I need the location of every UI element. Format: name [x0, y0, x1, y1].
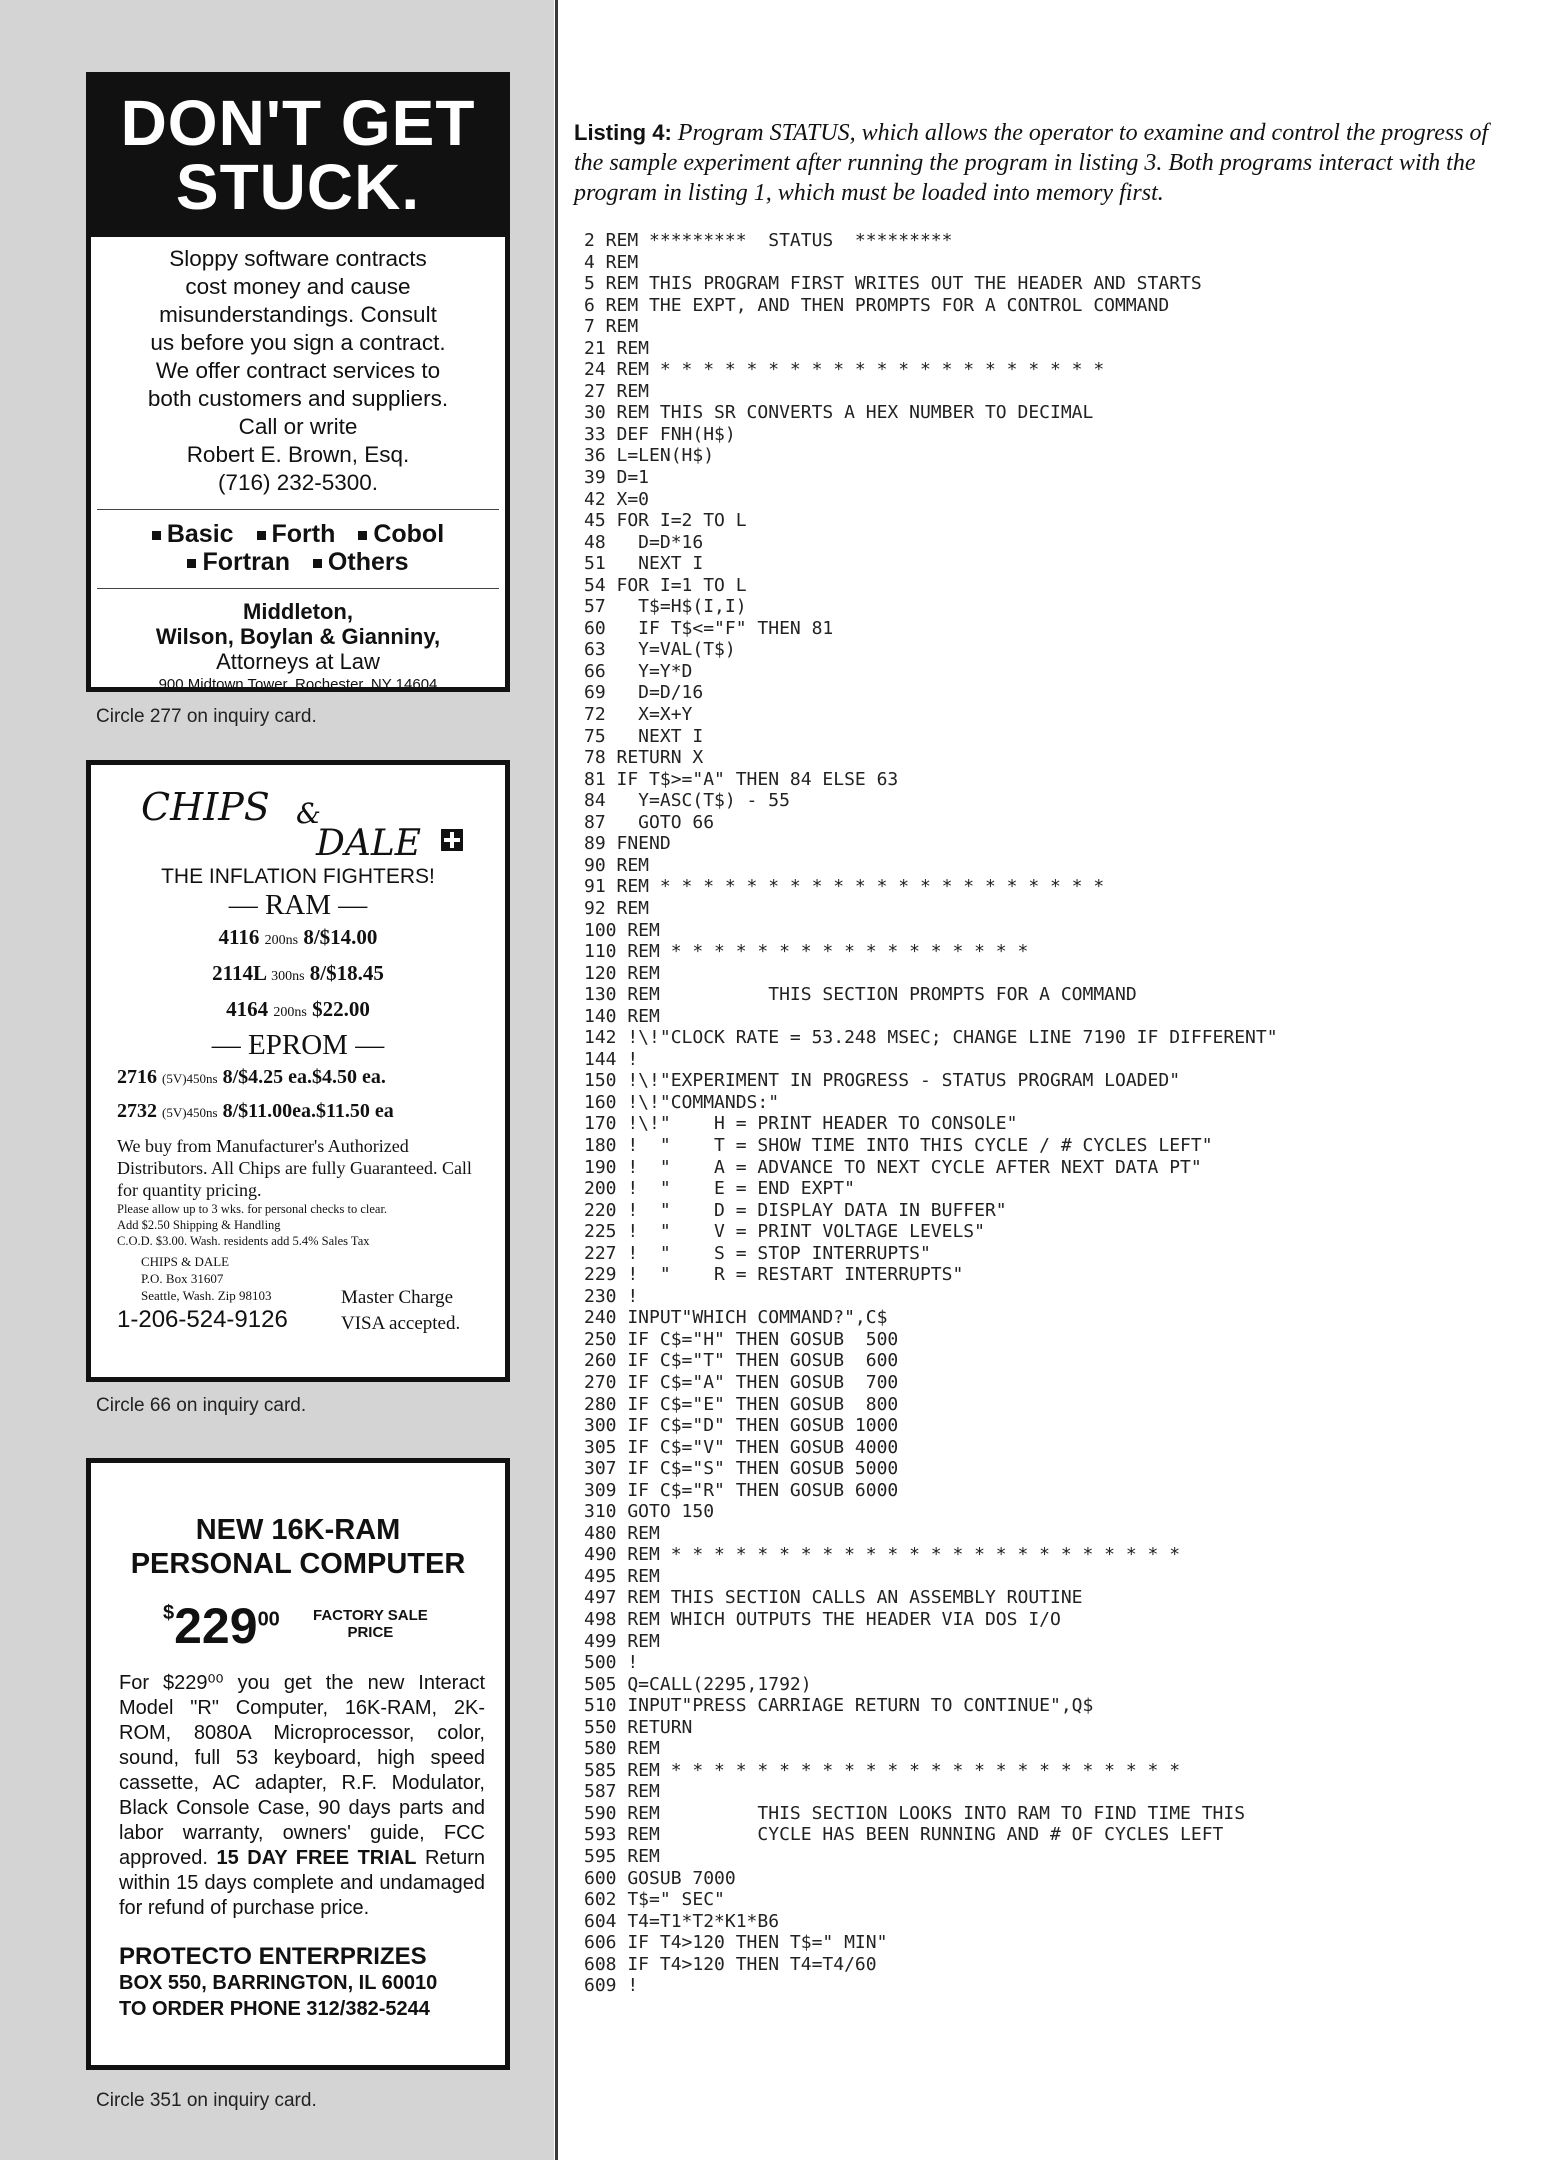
- code-line: 130 REM THIS SECTION PROMPTS FOR A COMMAND: [584, 984, 1137, 1006]
- column-divider: [555, 0, 558, 2160]
- code-line: 21 REM: [584, 337, 650, 359]
- ad1-body-line: both customers and suppliers.: [147, 386, 449, 411]
- price-value: [163, 1597, 280, 1655]
- code-line: 309 IF C$="R" THEN GOSUB 6000: [584, 1479, 899, 1501]
- language-item: Cobol: [373, 520, 445, 548]
- code-line: 42 X=0: [584, 488, 650, 510]
- ad-dont-get-stuck: [86, 72, 510, 692]
- code-line: 500 !: [584, 1652, 639, 1674]
- part-speed: 200ns: [273, 1005, 307, 1020]
- protecto-trial-text: Return within 15 days complete and undamaged for refund of purchase price.: [119, 1847, 485, 1919]
- code-line: 580 REM: [584, 1738, 660, 1760]
- payment-line: Master Charge: [341, 1287, 454, 1308]
- price-cents: 00: [257, 1608, 280, 1631]
- languages-row-1: [91, 520, 505, 548]
- eprom-item: [91, 1095, 505, 1129]
- protecto-phone: TO ORDER PHONE 312/382-5244: [119, 1998, 430, 2020]
- code-line: 27 REM: [584, 380, 650, 402]
- code-line: 310 GOTO 150: [584, 1501, 715, 1523]
- ad1-rule: [97, 588, 499, 589]
- code-line: 498 REM WHICH OUTPUTS THE HEADER VIA DOS I/O: [584, 1609, 1061, 1630]
- code-line: 89 FNEND: [584, 833, 671, 855]
- code-line: 227 ! " S = STOP INTERRUPTS": [584, 1242, 931, 1264]
- code-line: 81 IF T$>="A" THEN 84 ELSE 63: [584, 768, 899, 790]
- ad1-body-line: misunderstandings. Consult: [159, 302, 437, 327]
- payment-line: VISA accepted.: [341, 1313, 461, 1334]
- code-line: 220 ! " D = DISPLAY DATA IN BUFFER": [584, 1199, 1007, 1221]
- code-line: 24 REM * * * * * * * * * * * * * * * * * * * * *: [584, 359, 1105, 381]
- ram-item: [91, 957, 505, 993]
- part-price: 8/$11.00ea.$11.50 ea: [222, 1100, 394, 1122]
- chips-phone: 1-206-524-9126: [117, 1306, 288, 1333]
- caption-label: Listing 4:: [574, 120, 672, 145]
- code-line: 84 Y=ASC(T$) - 55: [584, 790, 790, 812]
- code-line: 190 ! " A = ADVANCE TO NEXT CYCLE AFTER NEXT DATA PT": [584, 1156, 1202, 1178]
- price-dollar: $: [163, 1602, 175, 1624]
- code-line: 7 REM: [584, 316, 639, 338]
- protecto-title-line2: PERSONAL COMPUTER: [130, 1548, 466, 1580]
- part-price: 8/$4.25 ea.$4.50 ea.: [222, 1066, 386, 1088]
- code-line: 270 IF C$="A" THEN GOSUB 700: [584, 1371, 899, 1393]
- code-line: 6 REM THE EXPT, AND THEN PROMPTS FOR A CONTROL COMMAND: [584, 294, 1170, 316]
- ad1-headline-line1: DON'T GET: [120, 87, 476, 159]
- eprom-header: — EPROM —: [211, 1029, 385, 1061]
- code-line: 4 REM: [584, 251, 639, 273]
- inquiry-note-66: Circle 66 on inquiry card.: [96, 1395, 307, 1416]
- languages-row-2: [91, 548, 505, 576]
- price-label: [313, 1607, 428, 1641]
- code-line: 593 REM CYCLE HAS BEEN RUNNING AND # OF CYCLES LEFT: [584, 1824, 1224, 1846]
- code-line: 78 RETURN X: [584, 747, 704, 769]
- code-line: 144 !: [584, 1048, 639, 1070]
- code-line: 595 REM: [584, 1846, 660, 1868]
- code-line: 602 T$=" SEC": [584, 1889, 725, 1911]
- protecto-company: PROTECTO ENTERPRIZES: [119, 1943, 427, 1970]
- code-line: 240 INPUT"WHICH COMMAND?",C$: [584, 1307, 888, 1329]
- code-line: 63 Y=VAL(T$): [584, 639, 736, 661]
- chips-tagline: THE INFLATION FIGHTERS!: [161, 865, 435, 888]
- protecto-title: [91, 1513, 505, 1581]
- code-line: 5 REM THIS PROGRAM FIRST WRITES OUT THE HEADER AND STARTS: [584, 273, 1202, 295]
- language-item: Fortran: [202, 548, 290, 576]
- price-main: 229: [174, 1598, 258, 1654]
- protecto-title-line1: NEW 16K-RAM: [195, 1514, 401, 1546]
- code-line: 110 REM * * * * * * * * * * * * * * * * *: [584, 941, 1029, 963]
- ad1-headline-line2: STUCK.: [175, 151, 421, 223]
- part-number: 2732: [117, 1100, 157, 1122]
- code-line: 45 FOR I=2 TO L: [584, 510, 747, 532]
- code-line: 30 REM THIS SR CONVERTS A HEX NUMBER TO DECIMAL: [584, 402, 1094, 424]
- ad-chips-dale: [86, 760, 510, 1382]
- chips-note: Add $2.50 Shipping & Handling: [117, 1218, 281, 1232]
- logo-cross-icon: [441, 829, 463, 851]
- part-price: 8/$14.00: [303, 925, 378, 949]
- code-line: 604 T4=T1*T2*K1*B6: [584, 1910, 780, 1932]
- code-line: 250 IF C$="H" THEN GOSUB 500: [584, 1328, 899, 1350]
- code-line: 90 REM: [584, 854, 650, 876]
- code-line: 92 REM: [584, 897, 650, 919]
- code-line: 229 ! " R = RESTART INTERRUPTS": [584, 1264, 964, 1286]
- code-line: 230 !: [584, 1285, 639, 1307]
- protecto-description: For $229⁰⁰ you get the new Interact Model "R" Computer, 16K-RAM, 2K-ROM, 8080A Microprocessor, color, sound, full 53 keyboard, high speed cassette, AC adapter, R.F. Modulator, Black Console Case, 90 days parts and labor warranty, owners' guide, FCC approved.: [119, 1672, 485, 1869]
- code-line: 100 REM: [584, 919, 660, 941]
- ad1-body-line: We offer contract services to: [155, 358, 441, 383]
- bullet-square-icon: [152, 531, 161, 540]
- code-line: 260 IF C$="T" THEN GOSUB 600: [584, 1350, 899, 1372]
- code-line: 57 T$=H$(I,I): [584, 596, 747, 618]
- ram-item: [91, 993, 505, 1029]
- code-line: 69 D=D/16: [584, 682, 704, 704]
- code-line: 609 !: [584, 1975, 639, 1997]
- program-listing: [584, 230, 1278, 1997]
- ad1-body-line: us before you sign a contract.: [150, 330, 446, 355]
- language-item: Others: [327, 548, 409, 576]
- code-line: 36 L=LEN(H$): [584, 445, 715, 467]
- ad-protecto: [86, 1458, 510, 2070]
- code-line: 510 INPUT"PRESS CARRIAGE RETURN TO CONTINUE",Q$: [584, 1695, 1094, 1717]
- chips-dale-logo: [91, 765, 505, 864]
- bullet-square-icon: [313, 559, 322, 568]
- firm-name-line2: Wilson, Boylan & Gianniny,: [155, 624, 441, 649]
- chips-note: C.O.D. $3.00. Wash. residents add 5.4% Sales Tax: [117, 1234, 370, 1248]
- code-line: 300 IF C$="D" THEN GOSUB 1000: [584, 1415, 899, 1437]
- chips-payment: [341, 1285, 460, 1337]
- chips-description: We buy from Manufacturer's Authorized Distributors. All Chips are fully Guaranteed. Call for quantity pricing.: [117, 1136, 472, 1200]
- protecto-address: BOX 550, BARRINGTON, IL 60010: [119, 1972, 438, 1994]
- firm-name-line1: Middleton,: [243, 599, 353, 624]
- part-speed: 300ns: [271, 969, 305, 984]
- price-label-line: PRICE: [347, 1624, 394, 1641]
- inquiry-note-277: Circle 277 on inquiry card.: [96, 706, 317, 727]
- caption-text: Program STATUS, which allows the operator to examine and control the progress of the sample experiment after running the program in listing 3. Both programs interact with the program in listing 1, which must be loaded into memory first.: [574, 120, 1489, 206]
- part-price: $22.00: [312, 997, 370, 1021]
- code-line: 499 REM: [584, 1630, 660, 1652]
- logo-amp: &: [296, 797, 321, 830]
- ad1-body-line: Call or write: [238, 414, 358, 439]
- ad1-body: [91, 237, 505, 497]
- code-line: 87 GOTO 66: [584, 811, 715, 833]
- part-number: 2114L: [212, 961, 266, 985]
- code-line: 170 !\!" H = PRINT HEADER TO CONSOLE": [584, 1113, 1018, 1135]
- part-speed: 200ns: [264, 933, 299, 948]
- part-number: 2716: [117, 1066, 157, 1088]
- code-line: 66 Y=Y*D: [584, 660, 693, 682]
- logo-part2: DALE: [316, 823, 422, 864]
- ad1-body-line: cost money and cause: [185, 274, 411, 299]
- inquiry-note-351: Circle 351 on inquiry card.: [96, 2090, 317, 2111]
- price-label-line: FACTORY SALE: [313, 1607, 428, 1624]
- code-line: 497 REM THIS SECTION CALLS AN ASSEMBLY ROUTINE: [584, 1587, 1083, 1609]
- address-line: Seattle, Wash. Zip 98103: [141, 1288, 272, 1303]
- protecto-trial-bold: 15 DAY FREE TRIAL: [216, 1847, 417, 1869]
- code-line: 39 D=1: [584, 467, 650, 489]
- code-line: 600 GOSUB 7000: [584, 1867, 736, 1889]
- code-line: 48 D=D*16: [584, 531, 704, 553]
- code-line: 2 REM ********* STATUS *********: [584, 230, 953, 251]
- code-line: 72 X=X+Y: [584, 704, 693, 726]
- code-line: 91 REM * * * * * * * * * * * * * * * * * * * * *: [584, 876, 1105, 898]
- code-line: 495 REM: [584, 1565, 660, 1587]
- code-line: 180 ! " T = SHOW TIME INTO THIS CYCLE / # CYCLES LEFT": [584, 1134, 1213, 1156]
- code-line: 505 Q=CALL(2295,1792): [584, 1673, 812, 1695]
- ram-header: — RAM —: [228, 889, 368, 921]
- eprom-item: [91, 1061, 505, 1095]
- bullet-square-icon: [358, 531, 367, 540]
- logo-part1: CHIPS: [141, 785, 270, 829]
- code-line: 160 !\!"COMMANDS:": [584, 1091, 780, 1113]
- address-line: CHIPS & DALE: [141, 1254, 230, 1269]
- code-line: 140 REM: [584, 1005, 660, 1027]
- ad1-body-line: (716) 232-5300.: [217, 470, 379, 495]
- code-line: 60 IF T$<="F" THEN 81: [584, 617, 834, 639]
- ad1-body-line: Robert E. Brown, Esq.: [186, 442, 410, 467]
- code-line: 120 REM: [584, 962, 660, 984]
- language-item: Basic: [166, 520, 234, 548]
- ad1-rule: [97, 509, 499, 510]
- part-number: 4116: [218, 925, 260, 949]
- code-line: 142 !\!"CLOCK RATE = 53.248 MSEC; CHANGE LINE 7190 IF DIFFERENT": [584, 1027, 1278, 1049]
- code-line: 225 ! " V = PRINT VOLTAGE LEVELS": [584, 1221, 985, 1243]
- address-line: P.O. Box 31607: [141, 1271, 224, 1286]
- code-line: 150 !\!"EXPERIMENT IN PROGRESS - STATUS PROGRAM LOADED": [584, 1070, 1181, 1092]
- part-price: 8/$18.45: [309, 961, 384, 985]
- code-line: 608 IF T4>120 THEN T4=T4/60: [584, 1953, 877, 1975]
- listing-caption: [574, 118, 1514, 208]
- bullet-square-icon: [257, 531, 266, 540]
- code-line: 585 REM * * * * * * * * * * * * * * * * * * * * * * * *: [584, 1759, 1181, 1781]
- part-number: 4164: [226, 997, 269, 1021]
- code-line: 54 FOR I=1 TO L: [584, 574, 747, 596]
- firm-subtitle: Attorneys at Law: [216, 649, 380, 674]
- code-line: 590 REM THIS SECTION LOOKS INTO RAM TO FIND TIME THIS: [584, 1802, 1246, 1824]
- code-line: 51 NEXT I: [584, 553, 704, 575]
- protecto-body: [91, 1671, 505, 1921]
- code-line: 33 DEF FNH(H$): [584, 423, 736, 445]
- code-line: 75 NEXT I: [584, 725, 704, 747]
- chips-note: Please allow up to 3 wks. for personal checks to clear.: [117, 1202, 388, 1216]
- code-line: 305 IF C$="V" THEN GOSUB 4000: [584, 1436, 899, 1458]
- ad1-headline: [91, 77, 505, 237]
- part-speed: (5V)450ns: [162, 1105, 218, 1120]
- protecto-price: [91, 1598, 505, 1654]
- ad1-body-line: Sloppy software contracts: [169, 246, 427, 271]
- bullet-square-icon: [187, 559, 196, 568]
- firm-address: 900 Midtown Tower, Rochester, NY 14604: [158, 676, 438, 693]
- code-line: 550 RETURN: [584, 1716, 693, 1738]
- ram-item: [91, 921, 505, 957]
- code-line: 587 REM: [584, 1781, 660, 1803]
- language-item: Forth: [271, 520, 336, 548]
- code-line: 490 REM * * * * * * * * * * * * * * * * * * * * * * * *: [584, 1544, 1181, 1566]
- code-line: 280 IF C$="E" THEN GOSUB 800: [584, 1393, 899, 1415]
- code-line: 307 IF C$="S" THEN GOSUB 5000: [584, 1458, 899, 1480]
- part-speed: (5V)450ns: [162, 1071, 218, 1086]
- code-line: 480 REM: [584, 1522, 660, 1544]
- code-line: 200 ! " E = END EXPT": [584, 1178, 855, 1200]
- code-line: 606 IF T4>120 THEN T$=" MIN": [584, 1932, 888, 1954]
